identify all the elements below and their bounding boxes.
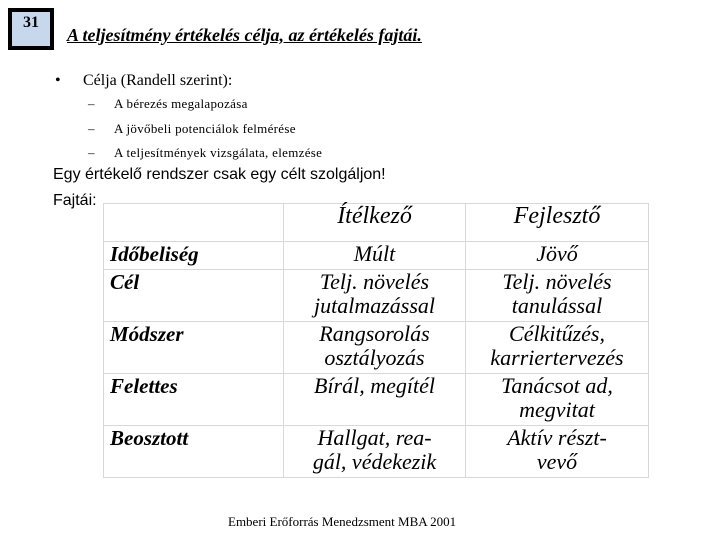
cell-line: jutalmazással <box>313 293 436 318</box>
subitem <box>88 121 296 137</box>
table-cell <box>284 270 466 322</box>
cell-line: Célkitűzés, <box>509 321 605 346</box>
cell-line: tanulással <box>511 293 603 318</box>
cell-line: Telj. növelés <box>502 269 612 294</box>
row-label: Cél <box>104 270 284 322</box>
slide-title: A teljesítmény értékelés célja, az értékelés fajtái. <box>67 25 422 45</box>
table-row <box>104 242 649 270</box>
cell-line: Múlt <box>353 241 396 266</box>
bullet-item <box>55 72 232 90</box>
subitem-text: A bérezés megalapozása <box>114 96 248 111</box>
dash-icon: – <box>88 96 95 111</box>
slide-number: 31 <box>12 12 50 46</box>
cell-line: Tanácsot ad, <box>501 373 613 398</box>
cell-line: Jövő <box>536 241 578 266</box>
subitem-text: A jövőbeli potenciálok felmérése <box>114 121 296 136</box>
header-itelkezo: Ítélkező <box>284 204 466 242</box>
types-label: Fajtái: <box>53 192 97 209</box>
subitem <box>88 145 322 161</box>
footer-text: Emberi Erőforrás Menedzsment MBA 2001 <box>228 514 457 529</box>
table-cell <box>466 426 649 478</box>
row-label: Módszer <box>104 322 284 374</box>
cell-line: Aktív részt- <box>507 425 607 450</box>
header-fejleszto: Fejlesztő <box>466 204 649 242</box>
table-row <box>104 426 649 478</box>
table-cell <box>466 374 649 426</box>
cell-line: Rangsorolás <box>319 321 430 346</box>
table-cell <box>284 374 466 426</box>
table-cell <box>466 270 649 322</box>
cell-line: Bírál, megítél <box>314 373 435 398</box>
cell-line: megvitat <box>519 397 595 422</box>
cell-line: Hallgat, rea- <box>317 425 432 450</box>
cell-line: gál, védekezik <box>312 449 437 474</box>
dash-icon: – <box>88 145 95 160</box>
bullet-text: Célja (Randell szerint): <box>83 72 233 89</box>
table-cell <box>466 322 649 374</box>
subitem-text: A teljesítmények vizsgálata, elemzése <box>114 145 323 160</box>
dash-icon: – <box>88 121 95 136</box>
header-empty-cell <box>104 204 284 242</box>
table-cell <box>284 242 466 270</box>
cell-line: osztályozás <box>324 345 425 370</box>
bullet-icon: • <box>55 72 61 89</box>
table-cell <box>284 426 466 478</box>
table-row <box>104 374 649 426</box>
row-label: Felettes <box>104 374 284 426</box>
cell-line: Telj. növelés <box>319 269 430 294</box>
table-row <box>104 322 649 374</box>
comparison-table <box>103 203 649 478</box>
table-cell <box>466 242 649 270</box>
row-label: Időbeliség <box>104 242 284 270</box>
note-text: Egy értékelő rendszer csak egy célt szolgáljon! <box>53 166 386 183</box>
slide-number-box <box>8 8 54 50</box>
cell-line: vevő <box>536 449 578 474</box>
table-header-row <box>104 204 649 242</box>
subitem <box>88 96 248 112</box>
table-row <box>104 270 649 322</box>
table-cell <box>284 322 466 374</box>
row-label: Beosztott <box>104 426 284 478</box>
cell-line: karriertervezés <box>490 345 624 370</box>
